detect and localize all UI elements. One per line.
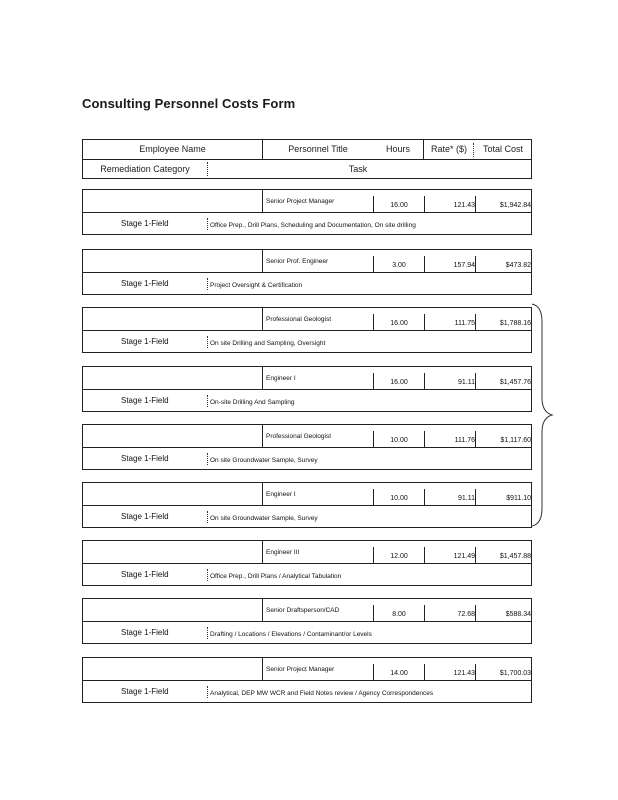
personnel-title: Engineer I xyxy=(266,491,296,498)
hours-value: 8.00 xyxy=(392,611,406,618)
column-divider xyxy=(207,218,208,230)
rate-value: 157.94 xyxy=(453,262,475,269)
hours-value: 16.00 xyxy=(390,379,408,386)
personnel-row xyxy=(82,424,532,448)
personnel-title-cell xyxy=(262,658,373,681)
rate-value: 121.43 xyxy=(453,670,475,677)
remediation-category: Stage 1-Field xyxy=(121,396,169,405)
personnel-title: Engineer III xyxy=(266,549,300,556)
header-personnel-title: Personnel Title xyxy=(288,144,348,154)
remediation-category: Stage 1-Field xyxy=(121,337,169,346)
personnel-title-cell xyxy=(262,250,373,273)
form-title: Consulting Personnel Costs Form xyxy=(82,96,296,111)
header-rate: Rate* ($) xyxy=(430,144,467,154)
total-cost-value: $1,942.84 xyxy=(499,202,531,209)
personnel-row xyxy=(82,482,532,506)
task-description: On-site Drilling And Sampling xyxy=(210,399,295,406)
remediation-category: Stage 1-Field xyxy=(121,628,169,637)
column-divider xyxy=(207,686,208,698)
task-row xyxy=(82,212,532,235)
personnel-title: Senior Project Manager xyxy=(266,198,335,205)
header-task: Task xyxy=(348,164,368,174)
total-cost-value: $1,700.03 xyxy=(499,670,531,677)
remediation-category: Stage 1-Field xyxy=(121,454,169,463)
header-total-cost: Total Cost xyxy=(482,144,524,154)
personnel-title-cell xyxy=(262,599,373,622)
total-cost-value: $588.34 xyxy=(505,611,531,618)
total-cost-value: $1,457.76 xyxy=(499,379,531,386)
table-row xyxy=(82,366,532,412)
table-row xyxy=(82,598,532,644)
hours-value: 10.00 xyxy=(390,437,408,444)
personnel-row xyxy=(82,540,532,564)
remediation-category: Stage 1-Field xyxy=(121,687,169,696)
remediation-category: Stage 1-Field xyxy=(121,512,169,521)
personnel-title-cell xyxy=(262,367,373,390)
task-row xyxy=(82,447,532,470)
personnel-row xyxy=(82,307,532,331)
rate-value: 121.43 xyxy=(453,202,475,209)
total-cost-value: $1,457.88 xyxy=(499,553,531,560)
task-row xyxy=(82,563,532,586)
personnel-title: Senior Prof. Engineer xyxy=(266,258,329,265)
total-cost-value: $911.10 xyxy=(506,495,531,502)
table-row xyxy=(82,424,532,470)
personnel-title: Engineer I xyxy=(266,375,296,382)
hours-value: 3.00 xyxy=(392,262,406,269)
header-employee-name: Employee Name xyxy=(139,144,206,154)
column-divider xyxy=(207,511,208,523)
table-row xyxy=(82,657,532,703)
personnel-title: Senior Draftsperson/CAD xyxy=(266,607,340,614)
personnel-title: Senior Project Manager xyxy=(266,666,335,673)
personnel-title: Professional Geologist xyxy=(266,316,332,323)
task-row xyxy=(82,505,532,528)
rate-value: 121.49 xyxy=(453,553,475,560)
rate-value: 91.11 xyxy=(458,379,475,386)
column-divider xyxy=(207,453,208,465)
personnel-row xyxy=(82,189,532,213)
remediation-category: Stage 1-Field xyxy=(121,570,169,579)
task-description: On site Groundwater Sample, Survey xyxy=(210,457,318,464)
header-remediation-category: Remediation Category xyxy=(100,164,190,174)
personnel-title-cell xyxy=(262,425,373,448)
task-row xyxy=(82,621,532,644)
personnel-row xyxy=(82,657,532,681)
task-description: Office Prep., Drill Plans / Analytical Tabulation xyxy=(210,573,342,580)
personnel-row xyxy=(82,249,532,273)
task-description: On site Groundwater Sample, Survey xyxy=(210,515,318,522)
personnel-row xyxy=(82,598,532,622)
hours-value: 12.00 xyxy=(390,553,408,560)
table-row xyxy=(82,189,532,235)
column-divider xyxy=(207,569,208,581)
column-divider xyxy=(207,627,208,639)
column-divider xyxy=(207,278,208,290)
bracket-mark xyxy=(528,302,558,528)
total-cost-value: $1,117.60 xyxy=(500,437,531,444)
personnel-row xyxy=(82,366,532,390)
task-description: Office Prep., Drill Plans, Scheduling and Documentation, On site drilling xyxy=(210,222,416,229)
task-row xyxy=(82,272,532,295)
personnel-title-cell xyxy=(262,541,373,564)
personnel-title-cell xyxy=(262,483,373,506)
rate-value: 111.76 xyxy=(454,437,475,444)
rate-value: 72.68 xyxy=(457,611,475,618)
task-description: Analytical, DEP MW WCR and Field Notes review / Agency Correspondences xyxy=(210,690,434,697)
hours-value: 16.00 xyxy=(390,320,408,327)
column-divider xyxy=(207,336,208,348)
hours-value: 10.00 xyxy=(390,495,408,502)
remediation-category: Stage 1-Field xyxy=(121,279,169,288)
remediation-category: Stage 1-Field xyxy=(121,219,169,228)
task-row xyxy=(82,330,532,353)
task-description: On site Drilling and Sampling, Oversight xyxy=(210,340,326,347)
table-row xyxy=(82,249,532,295)
header-row-2 xyxy=(83,159,531,179)
table-row xyxy=(82,482,532,528)
table-header xyxy=(82,139,532,179)
table-row xyxy=(82,540,532,586)
header-row-1 xyxy=(83,140,531,160)
task-description: Project Oversight & Certification xyxy=(210,282,303,289)
task-description: Drafting / Locations / Elevations / Contaminant/or Levels xyxy=(210,631,372,638)
total-cost-value: $473.82 xyxy=(505,262,531,269)
personnel-title-cell xyxy=(262,308,373,331)
total-cost-value: $1,788.16 xyxy=(499,320,531,327)
hours-value: 14.00 xyxy=(390,670,408,677)
personnel-title: Professional Geologist xyxy=(266,433,332,440)
rate-value: 111.75 xyxy=(454,320,475,327)
personnel-title-cell xyxy=(262,190,373,213)
task-row xyxy=(82,680,532,703)
rate-value: 91.11 xyxy=(458,495,475,502)
column-divider xyxy=(207,395,208,407)
table-row xyxy=(82,307,532,353)
header-hours: Hours xyxy=(385,144,410,154)
hours-value: 16.00 xyxy=(390,202,408,209)
task-row xyxy=(82,389,532,412)
